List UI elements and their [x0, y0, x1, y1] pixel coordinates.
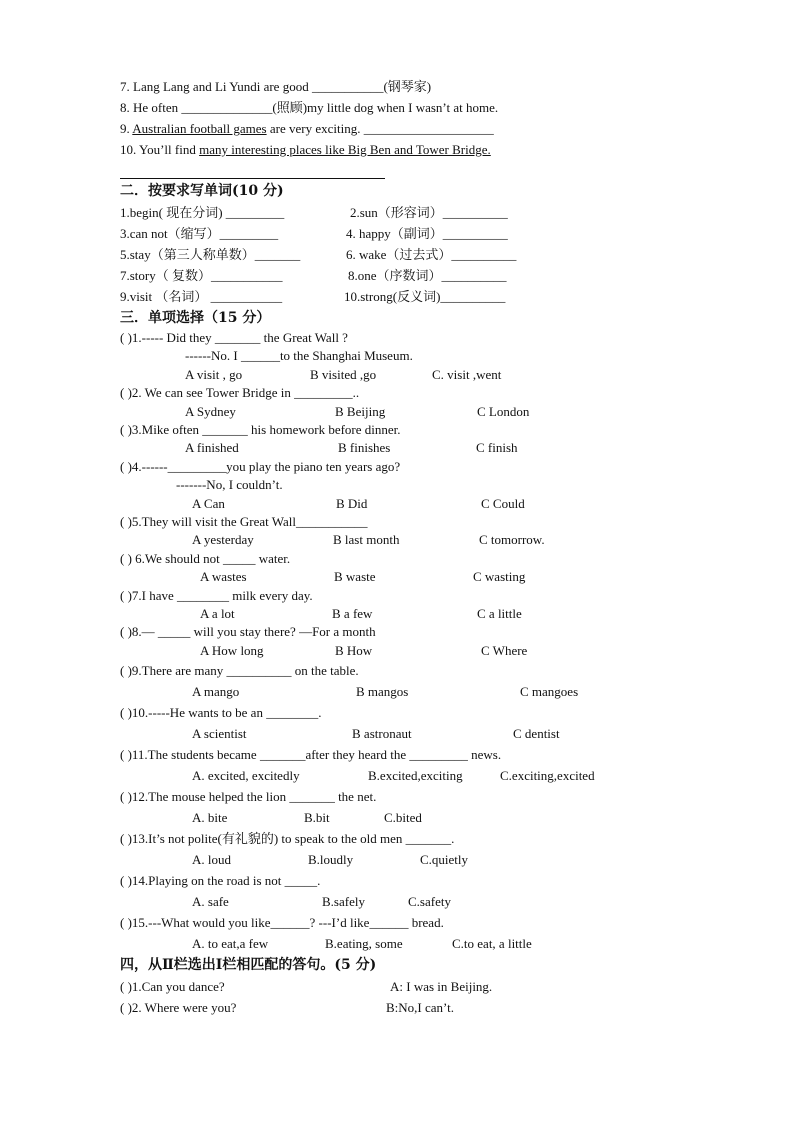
sec4-question-1: ( )1.Can you dance?	[120, 979, 225, 994]
q13-option-c: C.quietly	[420, 852, 469, 867]
sec1-item-8: 8. He often ______________(照顾)my little dog when I wasn’t at home.	[120, 100, 499, 115]
sec4-title: 四，从Ⅱ栏选出Ⅰ栏相匹配的答句。(5 分)	[120, 957, 377, 973]
q6-option-c: C wasting	[473, 569, 526, 584]
sec1-item-9: 9. Australian football games are very exciting. ____________________	[120, 121, 494, 136]
q9-option-c: C mangoes	[520, 684, 579, 699]
sec2-q8: 8.one（序数词）__________	[348, 268, 507, 283]
q7-option-a: A a lot	[200, 606, 235, 621]
q9-option-a: A mango	[192, 684, 240, 699]
q13-option-b: B.loudly	[308, 852, 354, 867]
q11-option-a: A. excited, excitedly	[192, 768, 300, 783]
sec2-q5: 5.stay（第三人称单数）_______	[120, 247, 301, 262]
q4-option-c: C Could	[481, 496, 525, 511]
q10-option-c: C dentist	[513, 726, 560, 741]
sec4-answer-b: B:No,I can’t.	[386, 1000, 454, 1015]
q11-stem: ( )11.The students became _______after they heard the _________ news.	[120, 747, 502, 762]
q15-option-b: B.eating, some	[325, 936, 403, 951]
q4-option-a: A Can	[192, 496, 225, 511]
q1-reply: ------No. I ______to the Shanghai Museum.	[185, 348, 413, 363]
q6-option-b: B waste	[334, 569, 376, 584]
q3-stem: ( )3.Mike often _______ his homework before dinner.	[120, 422, 401, 437]
q12-option-c: C.bited	[384, 810, 422, 825]
sec2-q4: 4. happy（副词）__________	[346, 226, 508, 241]
q10-option-b: B astronaut	[352, 726, 412, 741]
answer-line	[120, 178, 385, 179]
q2-stem: ( )2. We can see Tower Bridge in _________..	[120, 385, 360, 400]
q8-option-b: B How	[335, 643, 373, 658]
sec1-item-7: 7. Lang Lang and Li Yundi are good ___________(钢琴家)	[120, 79, 432, 94]
q15-option-a: A. to eat,a few	[192, 936, 269, 951]
q10-option-a: A scientist	[192, 726, 247, 741]
q15-stem: ( )15.---What would you like______? ---I’d like______ bread.	[120, 915, 444, 930]
sec2-q1: 1.begin( 现在分词) _________	[120, 205, 285, 220]
q4-stem: ( )4.------_________you play the piano ten years ago?	[120, 459, 401, 474]
q8-stem: ( )8.— _____ will you stay there? —For a month	[120, 624, 376, 639]
q15-option-c: C.to eat, a little	[452, 936, 532, 951]
q7-option-b: B a few	[332, 606, 373, 621]
sec2-q9: 9.visit （名词） ___________	[120, 289, 283, 304]
q9-option-b: B mangos	[356, 684, 409, 699]
sec2-q10: 10.strong(反义词)__________	[344, 289, 506, 304]
q4-reply: -------No, I couldn’t.	[176, 477, 283, 492]
q6-option-a: A wastes	[200, 569, 247, 584]
q2-option-c: C London	[477, 404, 530, 419]
q13-option-a: A. loud	[192, 852, 231, 867]
q10-stem: ( )10.-----He wants to be an ________.	[120, 705, 322, 720]
q1-option-b: B visited ,go	[310, 367, 377, 382]
sec3-title: 三．单项选择（15 分）	[120, 310, 271, 326]
q6-stem: ( ) 6.We should not _____ water.	[120, 551, 291, 566]
q2-option-b: B Beijing	[335, 404, 386, 419]
sec2-q2: 2.sun（形容词）__________	[350, 205, 508, 220]
q11-option-c: C.exciting,excited	[500, 768, 595, 783]
q1-option-c: C. visit ,went	[432, 367, 502, 382]
q11-option-b: B.excited,exciting	[368, 768, 463, 783]
q5-option-b: B last month	[333, 532, 400, 547]
q14-stem: ( )14.Playing on the road is not _____.	[120, 873, 321, 888]
q7-stem: ( )7.I have ________ milk every day.	[120, 588, 313, 603]
sec2-q3: 3.can not（缩写）_________	[120, 226, 279, 241]
q2-option-a: A Sydney	[185, 404, 236, 419]
sec1-item-10: 10. You’ll find many interesting places like Big Ben and Tower Bridge.	[120, 142, 491, 157]
q14-option-a: A. safe	[192, 894, 229, 909]
q8-option-a: A How long	[200, 643, 264, 658]
q12-stem: ( )12.The mouse helped the lion _______ the net.	[120, 789, 377, 804]
sec2-q7: 7.story（ 复数）___________	[120, 268, 283, 283]
q13-stem: ( )13.It’s not polite(有礼貌的) to speak to the old men _______.	[120, 831, 455, 846]
sec4-answer-a: A: I was in Beijing.	[390, 979, 493, 994]
q5-option-a: A yesterday	[192, 532, 254, 547]
q4-option-b: B Did	[336, 496, 368, 511]
q5-stem: ( )5.They will visit the Great Wall___________	[120, 514, 368, 529]
sec4-question-2: ( )2. Where were you?	[120, 1000, 237, 1015]
q14-option-c: C.safety	[408, 894, 451, 909]
q14-option-b: B.safely	[322, 894, 365, 909]
q8-option-c: C Where	[481, 643, 528, 658]
q3-option-c: C finish	[476, 440, 518, 455]
q5-option-c: C tomorrow.	[479, 532, 545, 547]
q3-option-b: B finishes	[338, 440, 391, 455]
q3-option-a: A finished	[185, 440, 239, 455]
sec2-q6: 6. wake（过去式）__________	[346, 247, 517, 262]
q9-stem: ( )9.There are many __________ on the table.	[120, 663, 359, 678]
q1-option-a: A visit , go	[185, 367, 243, 382]
q12-option-a: A. bite	[192, 810, 228, 825]
sec2-title: 二．按要求写单词(10 分)	[120, 183, 284, 199]
q1-stem: ( )1.----- Did they _______ the Great Wall ?	[120, 330, 348, 345]
q12-option-b: B.bit	[304, 810, 330, 825]
q7-option-c: C a little	[477, 606, 522, 621]
